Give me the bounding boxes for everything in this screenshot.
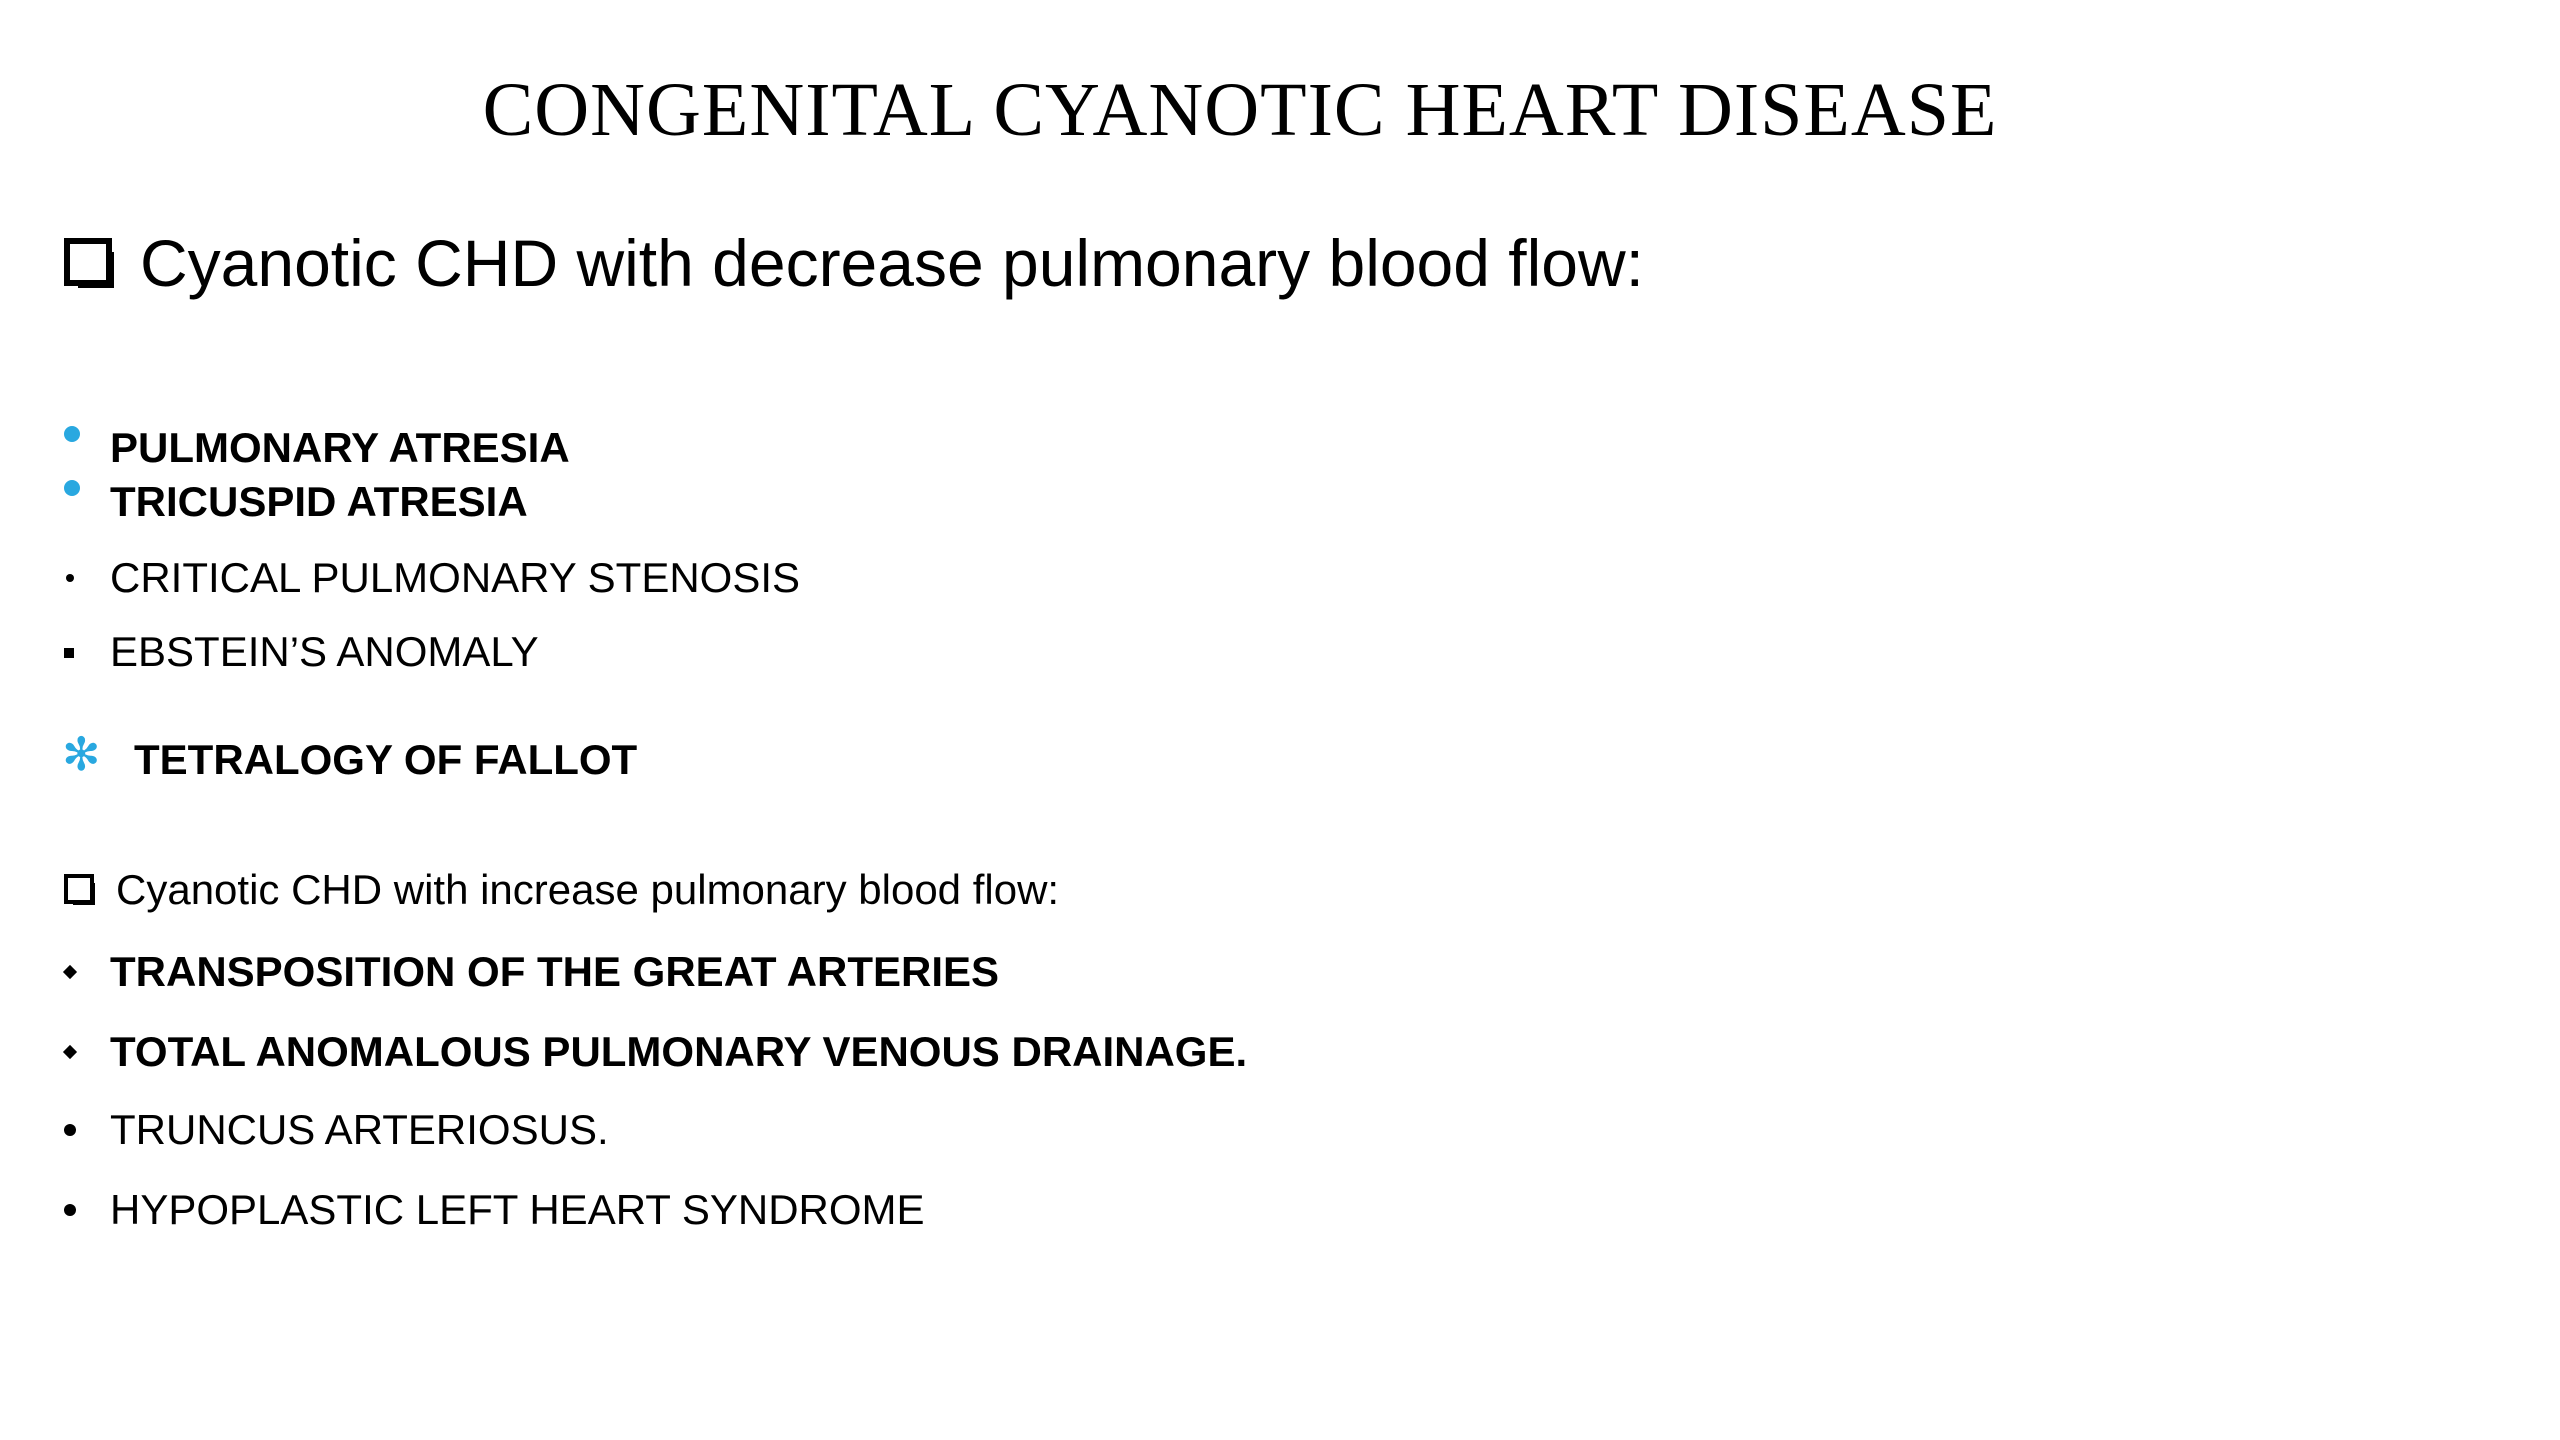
slide-title: CONGENITAL CYANOTIC HEART DISEASE bbox=[482, 68, 1998, 152]
list-item-ebsteins-anomaly bbox=[60, 624, 539, 680]
list-item-tapvd bbox=[60, 1024, 1247, 1080]
list-item-transposition bbox=[60, 944, 999, 1000]
list-item-label: TRANSPOSITION OF THE GREAT ARTERIES bbox=[110, 948, 1000, 995]
checkbox-bullet-icon bbox=[64, 238, 112, 286]
asterisk-symbol: ✻ bbox=[62, 727, 101, 781]
small-dot-icon bbox=[60, 550, 110, 606]
checkbox-bullet-icon bbox=[64, 874, 94, 904]
asterisk-icon bbox=[60, 727, 134, 788]
list-item-hypoplastic-left-heart bbox=[60, 1182, 925, 1238]
section-heading-increase bbox=[64, 860, 1059, 920]
list-item-label: TRICUSPID ATRESIA bbox=[110, 478, 528, 525]
section-heading-increase-text: Cyanotic CHD with increase pulmonary blood flow: bbox=[116, 866, 1060, 913]
list-item-truncus-arteriosus bbox=[60, 1102, 609, 1158]
section-heading-decrease bbox=[64, 218, 1644, 308]
list-item-tetralogy-of-fallot bbox=[60, 727, 638, 788]
dot-icon bbox=[60, 1182, 110, 1238]
list-item-critical-pulmonary-stenosis bbox=[60, 550, 800, 606]
list-item-label: HYPOPLASTIC LEFT HEART SYNDROME bbox=[110, 1186, 925, 1233]
section-heading-decrease-text: Cyanotic CHD with decrease pulmonary blood flow: bbox=[140, 226, 1645, 300]
list-item-label: TETRALOGY OF FALLOT bbox=[134, 736, 638, 783]
small-square-icon bbox=[60, 624, 110, 680]
dot-icon bbox=[60, 1102, 110, 1158]
list-item-label: EBSTEIN’S ANOMALY bbox=[110, 628, 539, 675]
list-item-label: CRITICAL PULMONARY STENOSIS bbox=[110, 554, 801, 601]
list-item-label: TRUNCUS ARTERIOSUS. bbox=[110, 1106, 609, 1153]
list-item-tricuspid-atresia bbox=[60, 474, 528, 530]
list-item-label: TOTAL ANOMALOUS PULMONARY VENOUS DRAINAGE. bbox=[110, 1028, 1248, 1075]
diamond-icon bbox=[60, 944, 110, 1000]
blue-dot-icon bbox=[60, 474, 110, 530]
diamond-icon bbox=[60, 1024, 110, 1080]
list-item-label: PULMONARY ATRESIA bbox=[110, 424, 570, 471]
blue-dot-icon bbox=[60, 420, 110, 476]
list-item-pulmonary-atresia bbox=[60, 420, 570, 476]
